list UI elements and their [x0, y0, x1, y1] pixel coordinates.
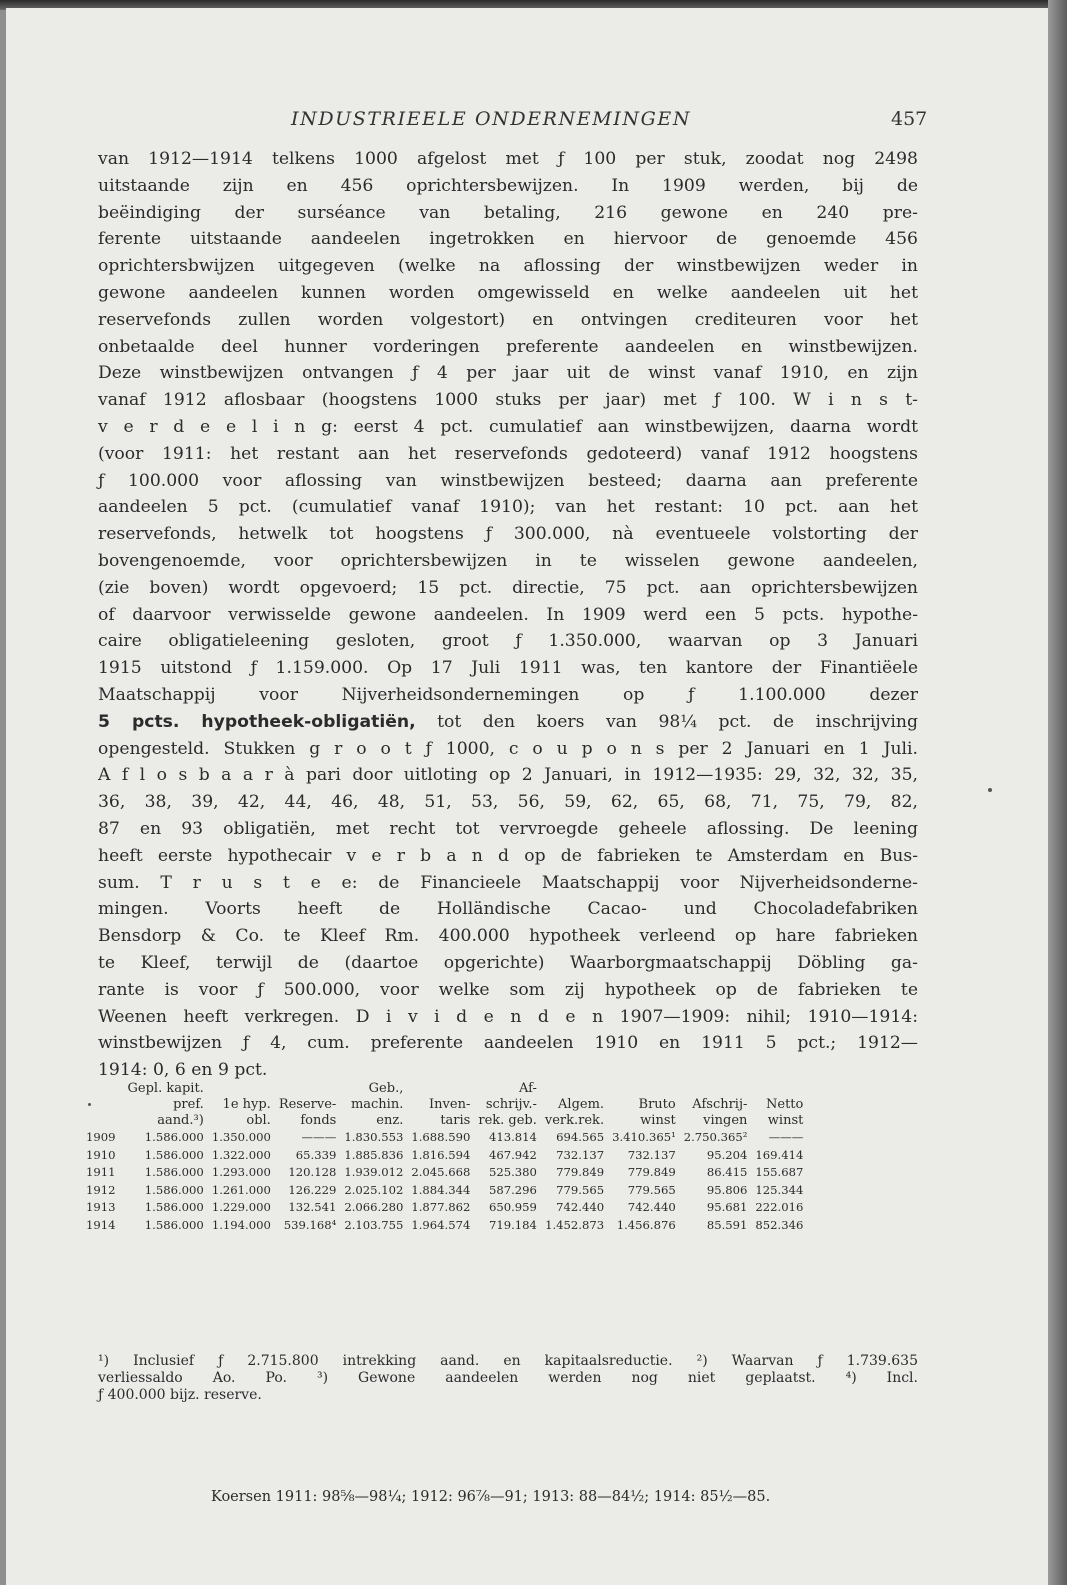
table-cell: 132.541: [288, 1200, 337, 1214]
table-cell: 779.849: [627, 1165, 676, 1179]
body-line: 1914: 0, 6 en 9 pct.: [98, 1060, 268, 1081]
page-number: 457: [891, 108, 928, 130]
table-year-cell: 1911: [86, 1165, 116, 1179]
body-line: v e r d e e l i n g: eerst 4 pct. cumulatief aan winstbewijzen, daarna wordt: [98, 416, 918, 437]
body-line: Maatschappij voor Nijverheidsondernemingen op ƒ 1.100.000 dezer: [98, 684, 918, 705]
table-header-cell: Algem.: [558, 1097, 605, 1112]
table-cell: 650.959: [488, 1200, 537, 1214]
table-header: [86, 1081, 807, 1129]
body-line: vanaf 1912 aflosbaar (hoogstens 1000 stuks per jaar) met ƒ 100. W i n s t-: [98, 390, 918, 411]
table-body: [86, 1129, 807, 1234]
body-line: heeft eerste hypothecair v e r b a n d op de fabrieken te Amsterdam en Bus-: [98, 845, 918, 866]
table-header-cell: fonds: [300, 1113, 337, 1128]
table-cell: 1.939.012: [344, 1165, 404, 1179]
table-header-row: [86, 1113, 807, 1129]
body-line: reservefonds, hetwelk tot hoogstens ƒ 300.000, nà eventueele volstorting der: [98, 524, 918, 545]
table-header-cell: Gepl. kapit.: [127, 1081, 204, 1096]
body-line: oprichtersbwijzen uitgegeven (welke na aflossing der winstbewijzen weder in: [98, 256, 918, 277]
table-cell: 779.565: [556, 1182, 605, 1197]
table-cell: 1.322.000: [211, 1147, 271, 1162]
body-line: mingen. Voorts heeft de Holländische Cacao- und Chocoladefabriken: [98, 899, 918, 920]
body-line: Deze winstbewijzen ontvangen ƒ 4 per jaar uit de winst vanaf 1910, en zijn: [98, 363, 918, 384]
table-cell: 95.204: [706, 1147, 748, 1162]
body-line: of daarvoor verwisselde gewone aandeelen. In 1909 werd een 5 pcts. hypothe-: [98, 604, 918, 625]
table-cell: 125.344: [755, 1182, 804, 1197]
body-line: van 1912—1914 telkens 1000 afgelost met ƒ 100 per stuk, zoodat nog 2498: [98, 149, 918, 169]
footnote-line: ƒ 400.000 bijz. reserve.: [98, 1387, 262, 1403]
table-cell: 2.045.668: [411, 1165, 471, 1179]
table-cell: 525.380: [488, 1165, 537, 1179]
body-line: reservefonds zullen worden volgestort) en ontvingen crediteuren voor het: [98, 309, 918, 330]
ink-speck: [988, 788, 992, 792]
table-cell: 1.261.000: [211, 1182, 271, 1197]
body-line: Weenen heeft verkregen. D i v i d e n d e n 1907—1909: nihil; 1910—1914:: [98, 1006, 918, 1027]
body-line: onbetaalde deel hunner vorderingen preferente aandeelen en winstbewijzen.: [98, 336, 918, 357]
table-cell: 120.128: [288, 1165, 337, 1179]
ink-speck: [88, 1103, 91, 1106]
table-row: [86, 1182, 807, 1200]
table-cell: 779.849: [556, 1165, 605, 1179]
body-line: rante is voor ƒ 500.000, voor welke som zij hypotheek op de fabrieken te: [98, 979, 918, 1000]
body-line: 1915 uitstond ƒ 1.159.000. Op 17 Juli 1911 was, ten kantore der Finantiëele: [98, 658, 918, 679]
table-cell: 1.885.836: [344, 1147, 404, 1162]
table-cell: 1.830.553: [344, 1130, 404, 1144]
table-cell: 86.415: [706, 1165, 748, 1179]
table-header-row: [86, 1081, 807, 1097]
table-header-cell: winst: [767, 1113, 804, 1128]
table-header-cell: obl.: [246, 1113, 271, 1128]
table-year-cell: 1909: [86, 1130, 116, 1144]
table-year-cell: 1910: [86, 1147, 116, 1162]
footnote-line: ¹) Inclusief ƒ 2.715.800 intrekking aand. en kapitaalsreductie. ²) Waarvan ƒ 1.739.635: [98, 1353, 918, 1369]
koersen-line: Koersen 1911: 98⅝—98¼; 1912: 96⅞—91; 1913: 88—84½; 1914: 85½—85.: [211, 1489, 771, 1505]
table-cell: 2.066.280: [344, 1200, 404, 1214]
body-line: opengesteld. Stukken g r o o t ƒ 1000, c o u p o n s per 2 Januari en 1 Juli.: [98, 738, 918, 759]
table-header-cell: taris: [440, 1113, 471, 1128]
table-cell: 1.586.000: [144, 1130, 204, 1144]
body-line-with-bold: [98, 709, 918, 736]
table-row: [86, 1164, 807, 1182]
table-cell: 1.964.574: [411, 1217, 471, 1232]
table-cell: 95.681: [706, 1200, 748, 1214]
table-header-cell: [541, 1081, 608, 1097]
table-cell: 1.586.000: [144, 1182, 204, 1197]
table-cell: 1.816.594: [411, 1147, 471, 1162]
body-line-tail: tot den koers van 98¼ pct. de inschrijving: [437, 711, 918, 732]
table-header-cell: Reserve-: [278, 1097, 337, 1112]
table-cell: ———: [301, 1130, 337, 1144]
table-cell: 1.456.876: [616, 1217, 676, 1232]
table-header-cell: winst: [640, 1113, 676, 1128]
running-title: INDUSTRIEELE ONDERNEMINGEN: [291, 108, 692, 130]
financial-table: [86, 1081, 807, 1234]
table-cell: 1.350.000: [211, 1130, 271, 1144]
table-cell: 1.884.344: [411, 1182, 471, 1197]
table-header-cell: Netto: [766, 1097, 804, 1112]
body-paragraph: [98, 146, 918, 1084]
table-cell: 95.806: [706, 1182, 748, 1197]
table-cell: 1.452.873: [545, 1217, 605, 1232]
table-header-cell: Af-: [518, 1081, 537, 1096]
table-header-cell: machin.: [350, 1097, 404, 1112]
table-cell: 1.586.000: [144, 1165, 204, 1179]
body-line: sum. T r u s t e e: de Financieele Maatschappij voor Nijverheidsonderne-: [98, 872, 918, 893]
table-cell: 1.586.000: [144, 1200, 204, 1214]
body-line: Bensdorp & Co. te Kleef Rm. 400.000 hypotheek verleend op hare fabrieken: [98, 926, 918, 947]
table-cell: 65.339: [295, 1147, 337, 1162]
table-cell: 1.688.590: [411, 1130, 471, 1144]
table-header-cell: [86, 1113, 124, 1129]
table-year-cell: 1913: [86, 1200, 116, 1214]
scan-border-right: [1048, 0, 1067, 1585]
body-line: uitstaande zijn en 456 oprichtersbewijzen. In 1909 werden, bij de: [98, 175, 918, 196]
footnotes: [98, 1353, 918, 1404]
table-cell: 169.414: [755, 1147, 804, 1162]
table-header-cell: [680, 1081, 752, 1097]
body-line: te Kleef, terwijl de (daartoe opgerichte) Waarborgmaatschappij Döbling ga-: [98, 952, 918, 973]
table-cell: 1.194.000: [211, 1217, 271, 1232]
table-cell: 732.137: [627, 1147, 676, 1162]
table-header-cell: enz.: [376, 1113, 404, 1128]
body-line: ferente uitstaande aandeelen ingetrokken en hiervoor de genoemde 456: [98, 229, 918, 250]
table-cell: 852.346: [755, 1217, 804, 1232]
body-line: 87 en 93 obligatiën, met recht tot vervroegde geheele aflossing. De leening: [98, 818, 918, 839]
table-cell: 3.410.365¹: [612, 1130, 676, 1144]
table-header-cell: schrijv.-: [485, 1097, 537, 1112]
table-cell: 779.565: [627, 1182, 676, 1197]
table-cell: 587.296: [488, 1182, 537, 1197]
table-row: [86, 1147, 807, 1165]
table-cell: 413.814: [488, 1130, 537, 1144]
table-header-cell: pref.: [173, 1097, 204, 1112]
table-header-cell: [275, 1081, 341, 1097]
table-cell: 2.025.102: [344, 1182, 404, 1197]
table-cell: 1.229.000: [211, 1200, 271, 1214]
table-cell: 222.016: [755, 1200, 804, 1214]
table-row: [86, 1217, 807, 1235]
body-line: bovengenoemde, voor oprichtersbewijzen in te wisselen gewone aandeelen,: [98, 550, 918, 571]
table-cell: 742.440: [556, 1200, 605, 1214]
body-line: aandeelen 5 pct. (cumulatief vanaf 1910); van het restant: 10 pct. aan het: [98, 497, 918, 518]
table-cell: 126.229: [288, 1182, 337, 1197]
body-line: winstbewijzen ƒ 4, cum. preferente aandeelen 1910 en 1911 5 pct.; 1912—: [98, 1033, 918, 1054]
table-cell: 694.565: [556, 1130, 605, 1144]
table-cell: 2.103.755: [344, 1217, 404, 1232]
table-cell: 719.184: [488, 1217, 537, 1232]
table-header-cell: [208, 1081, 275, 1097]
table-header-cell: [86, 1081, 124, 1097]
table-header-cell: [86, 1097, 124, 1113]
table-cell: 1.586.000: [144, 1217, 204, 1232]
table-cell: ———: [768, 1130, 804, 1144]
table-cell: 467.942: [488, 1147, 537, 1162]
table-header-cell: [751, 1081, 807, 1097]
book-page: [6, 8, 1048, 1585]
table-cell: 2.750.365²: [683, 1130, 748, 1144]
body-line: (zie boven) wordt opgevoerd; 15 pct. directie, 75 pct. aan oprichtersbewijzen: [98, 577, 918, 598]
table-header-cell: Geb.,: [368, 1081, 404, 1096]
body-line: 36, 38, 39, 42, 44, 46, 48, 51, 53, 56, 59, 62, 65, 68, 71, 75, 79, 82,: [98, 792, 918, 813]
table-cell: 1.586.000: [144, 1147, 204, 1162]
table-cell: 732.137: [556, 1147, 605, 1162]
table-header-cell: [407, 1081, 474, 1097]
table-header-cell: aand.³): [157, 1113, 204, 1128]
table-header-cell: 1e hyp.: [222, 1097, 271, 1112]
table-year-cell: 1914: [86, 1217, 116, 1232]
table-header-row: [86, 1097, 807, 1113]
table-header-cell: Inven-: [429, 1097, 471, 1112]
body-line: caire obligatieleening gesloten, groot ƒ 1.350.000, waarvan op 3 Januari: [98, 631, 918, 652]
table-header-cell: [608, 1081, 680, 1097]
table-header-cell: Afschrij-: [692, 1097, 748, 1112]
body-line: ƒ 100.000 voor aflossing van winstbewijzen besteed; daarna aan preferente: [98, 470, 918, 491]
body-line: (voor 1911: het restant aan het reservefonds gedoteerd) vanaf 1912 hoogstens: [98, 443, 918, 464]
table-header-cell: verk.rek.: [544, 1113, 605, 1128]
table-cell: 155.687: [755, 1165, 804, 1179]
body-line: A f l o s b a a r à pari door uitloting op 2 Januari, in 1912—1935: 29, 32, 32, 35,: [98, 765, 918, 786]
table-cell: 1.877.862: [411, 1200, 471, 1214]
table-row: [86, 1199, 807, 1217]
table-cell: 742.440: [627, 1200, 676, 1214]
table-header-cell: vingen: [703, 1113, 748, 1128]
table-cell: 85.591: [706, 1217, 748, 1232]
table-year-cell: 1912: [86, 1182, 116, 1197]
footnote-line: verliessaldo Ao. Po. ³) Gewone aandeelen werden nog niet geplaatst. ⁴) Incl.: [98, 1370, 918, 1386]
table-header-cell: rek. geb.: [478, 1113, 537, 1128]
body-line: beëindiging der surséance van betaling, 216 gewone en 240 pre-: [98, 202, 918, 223]
table-cell: 1.293.000: [211, 1165, 271, 1179]
table-row: [86, 1129, 807, 1147]
bold-phrase: 5 pcts. hypotheek-obligatiën,: [98, 711, 416, 732]
table-header-cell: Bruto: [638, 1097, 676, 1112]
table-cell: 539.168⁴: [283, 1217, 337, 1232]
page-header: [6, 108, 1048, 138]
body-line: gewone aandeelen kunnen worden omgewisseld en welke aandeelen uit het: [98, 282, 918, 303]
